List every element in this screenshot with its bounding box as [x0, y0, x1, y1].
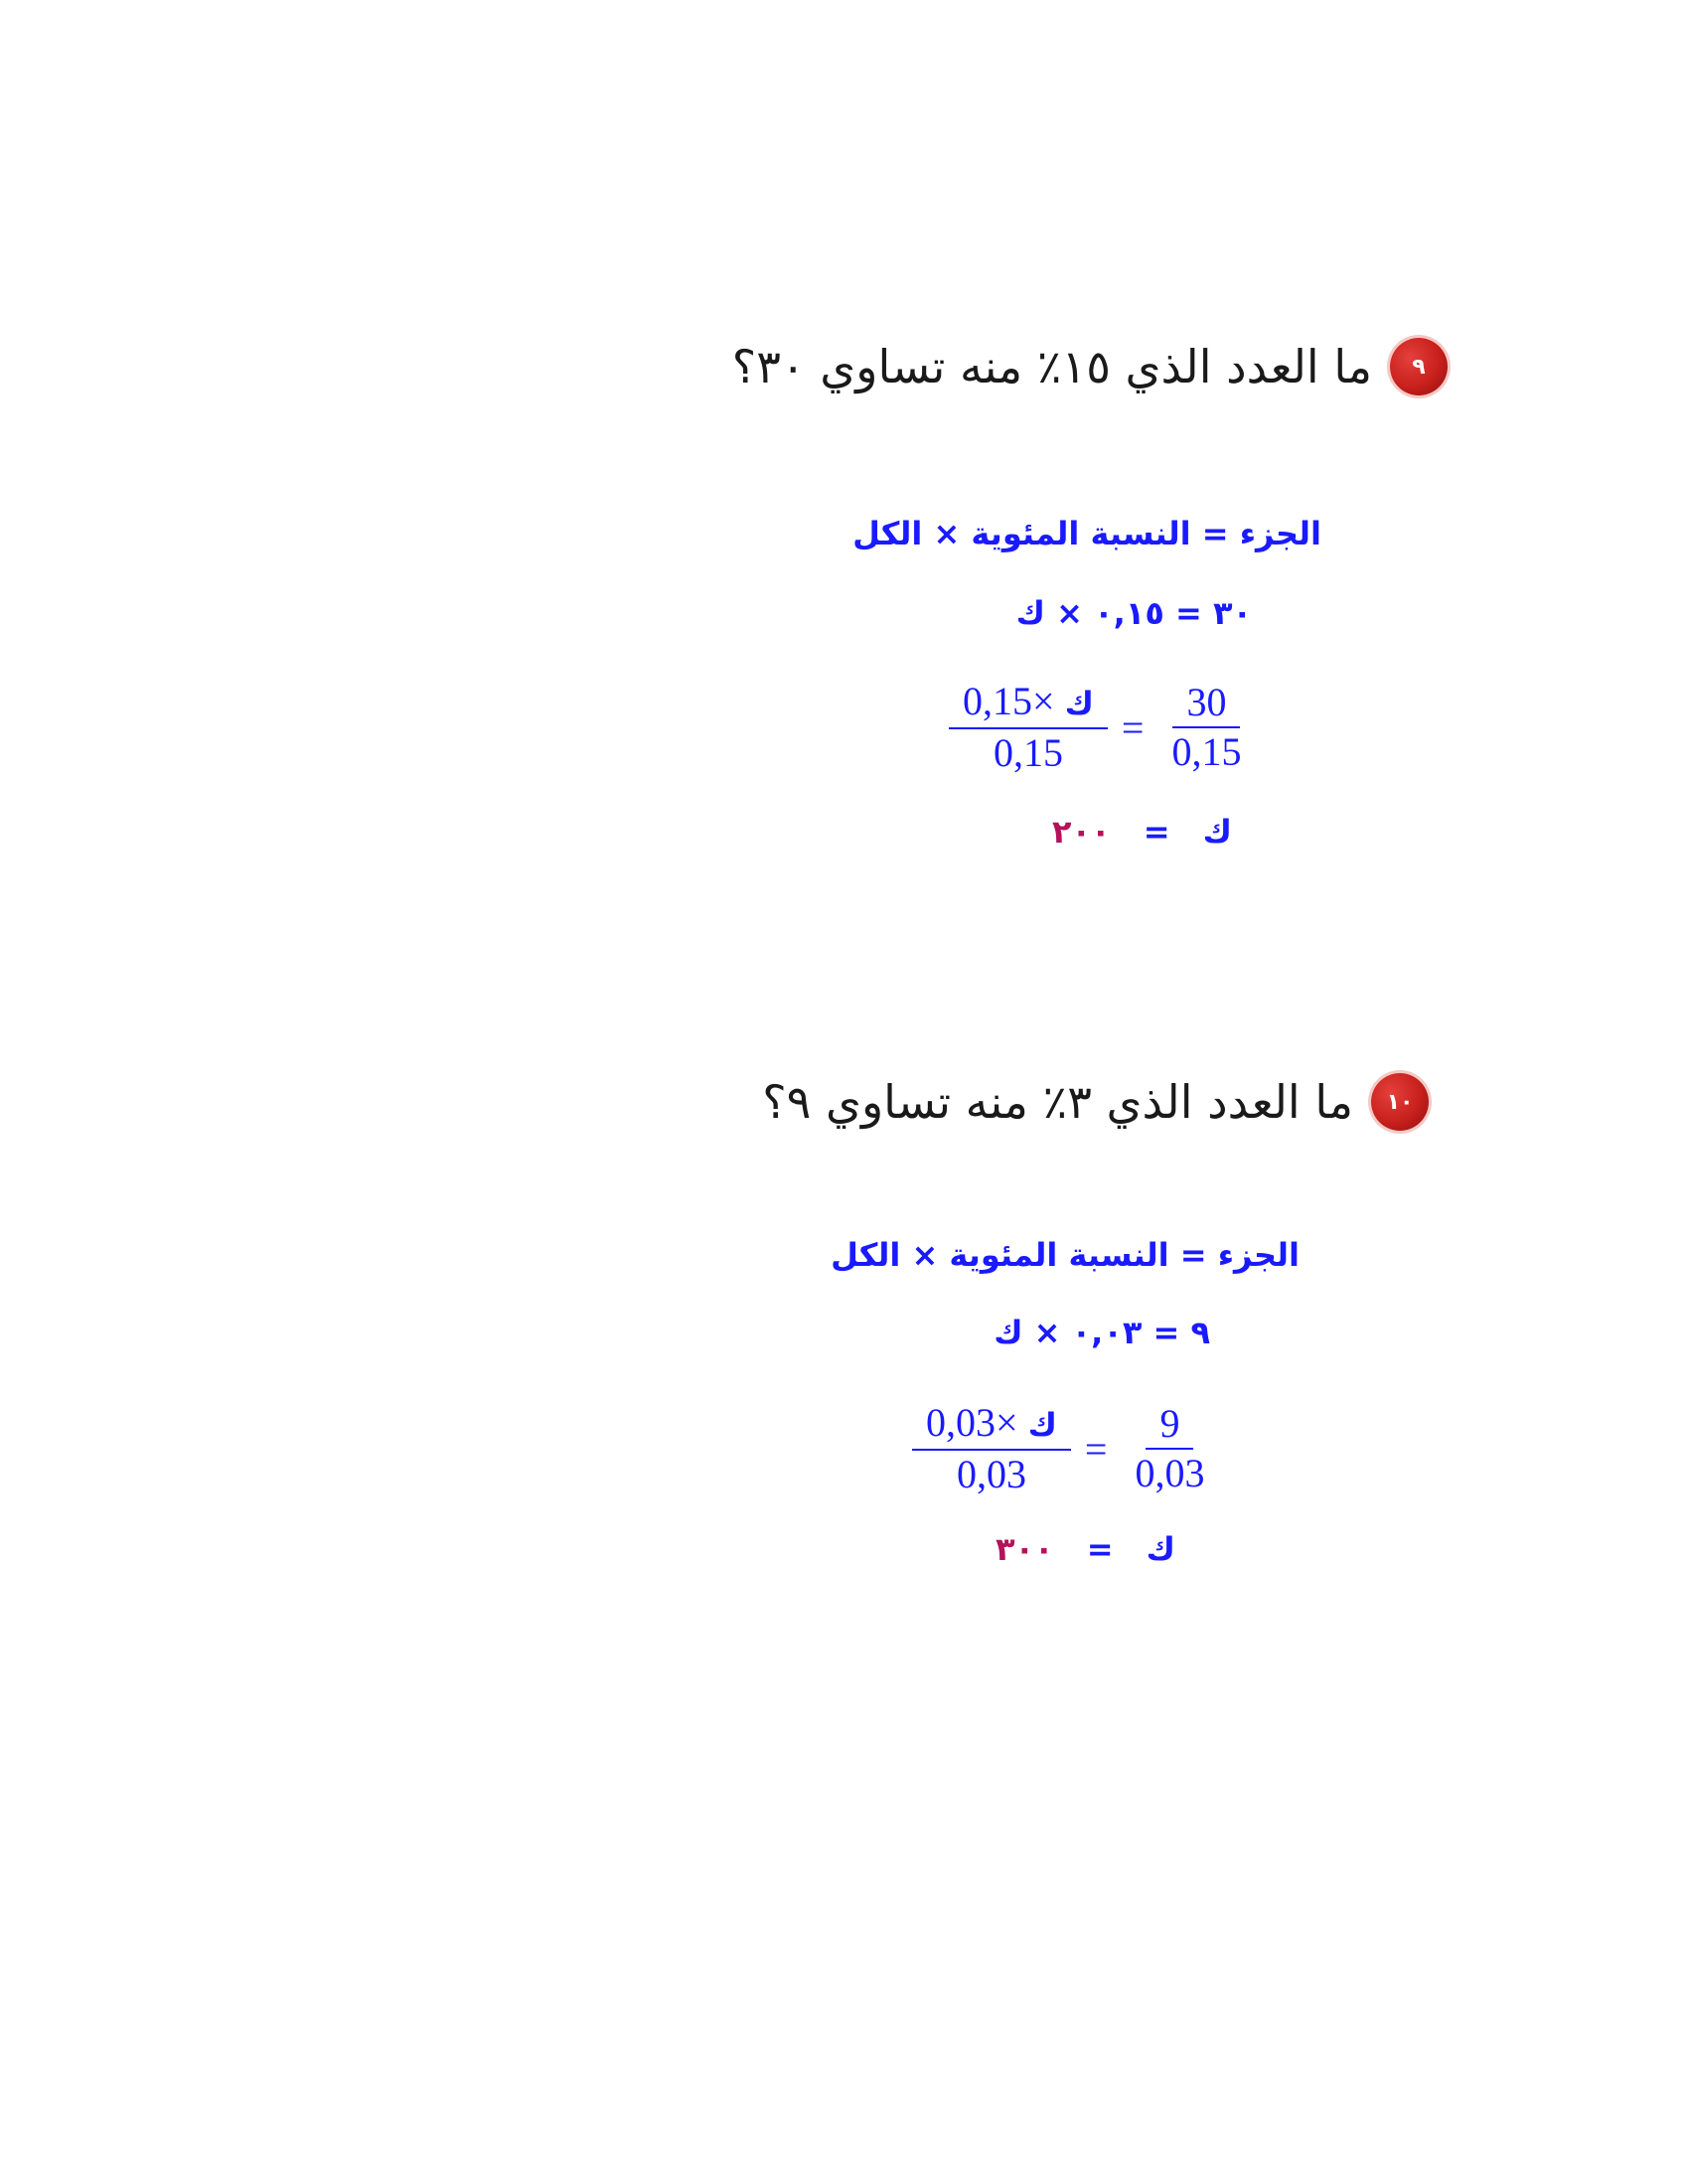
numerator-value: 0,03× — [926, 1400, 1018, 1445]
result-variable: ك — [1202, 813, 1232, 851]
result-value: ٣٠٠ — [995, 1530, 1054, 1568]
numerator-value: 0,15× — [963, 679, 1055, 723]
fraction-equation — [949, 678, 1255, 777]
question-number-badge: ١٠ — [1371, 1073, 1429, 1131]
fraction-denominator: 0,15 — [1171, 729, 1242, 774]
result-variable: ك — [1146, 1530, 1175, 1568]
fraction-denominator: 0,03 — [956, 1452, 1026, 1496]
fraction-left-side — [1121, 1400, 1218, 1497]
substitution-line: ٩ = ٠,٠٣ × ك — [994, 1314, 1210, 1351]
formula-line: الجزء = النسبة المئوية × الكل — [831, 1236, 1300, 1274]
question-number-badge: ٩ — [1390, 338, 1448, 395]
result-equals: = — [1086, 1530, 1114, 1568]
substitution-line: ٣٠ = ٠,١٥ × ك — [1015, 594, 1252, 632]
question-line — [762, 1073, 1429, 1131]
question-text: ما العدد الذي ١٥٪ منه تساوي ٣٠؟ — [731, 340, 1372, 393]
result-line — [1052, 813, 1232, 851]
fraction-right-side — [912, 1399, 1071, 1498]
numerator-variable: ك — [1027, 1406, 1057, 1444]
fraction-equation — [912, 1399, 1218, 1498]
fraction-numerator: 9 — [1146, 1400, 1193, 1450]
result-value: ٢٠٠ — [1051, 813, 1111, 851]
numerator-variable: ك — [1064, 685, 1094, 722]
fraction-denominator: 0,03 — [1135, 1451, 1205, 1495]
fraction-numerator — [949, 678, 1108, 729]
fraction-left-side — [1157, 679, 1255, 776]
result-equals: = — [1143, 813, 1170, 851]
equals-sign: = — [1121, 704, 1145, 750]
result-line — [996, 1530, 1175, 1568]
fraction-numerator — [912, 1399, 1071, 1451]
question-text: ما العدد الذي ٣٪ منه تساوي ٩؟ — [762, 1075, 1353, 1129]
fraction-numerator: 30 — [1172, 679, 1240, 728]
fraction-denominator: 0,15 — [993, 730, 1063, 775]
fraction-right-side — [949, 678, 1108, 777]
formula-line: الجزء = النسبة المئوية × الكل — [852, 515, 1321, 552]
equals-sign: = — [1084, 1426, 1108, 1472]
question-line — [732, 338, 1448, 395]
